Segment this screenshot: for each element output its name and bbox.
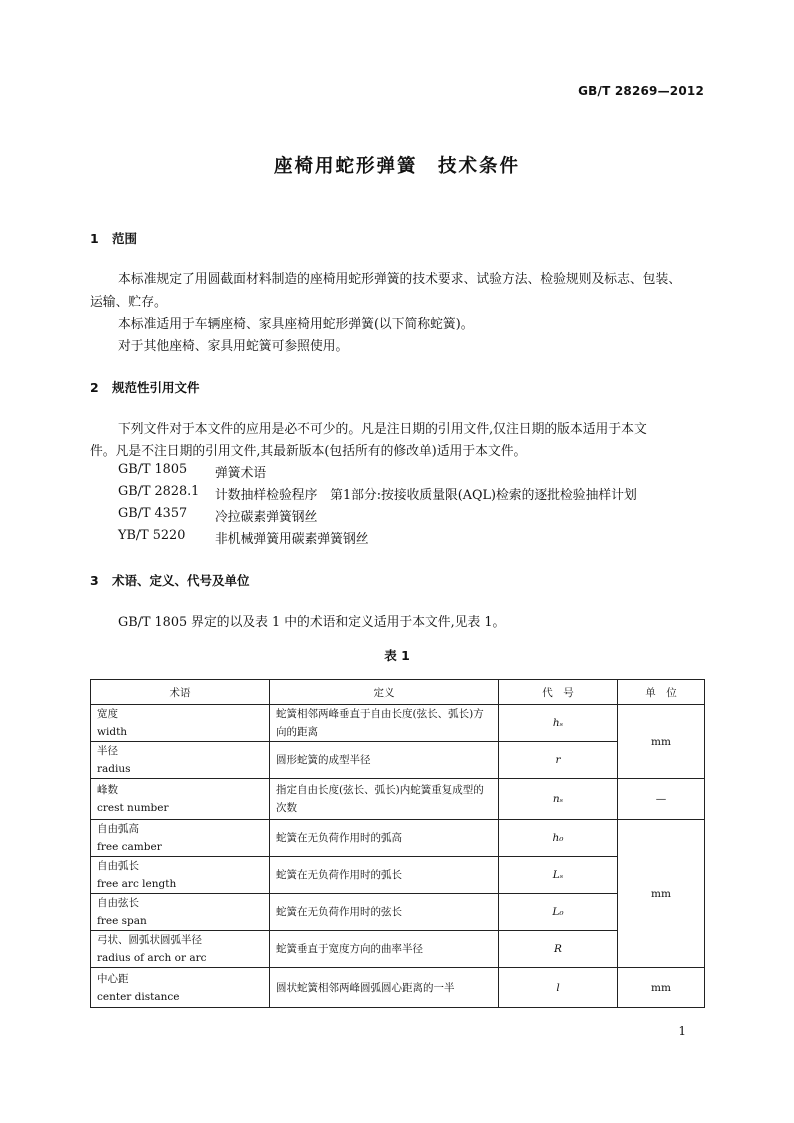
section-number: 3: [90, 573, 99, 588]
document-title: 座椅用蛇形弹簧 技术条件: [273, 156, 520, 177]
refs-para-line-2: 件。凡是不注日期的引用文件,其最新版本(包括所有的修改单)适用于本文件。: [90, 444, 527, 459]
ref-title: 计数抽样检验程序 第1部分:按接收质量限(AQL)检索的逐批检验抽样计划: [215, 488, 637, 503]
ref-code: GB/T 2828.1: [118, 484, 200, 499]
definition-cell: 圆形蛇簧的成型半径: [270, 742, 499, 779]
ref-code: YB/T 5220: [118, 528, 186, 543]
table-row: [91, 820, 705, 857]
definition-cell: 指定自由长度(弦长、弧长)内蛇簧重复成型的次数: [270, 779, 499, 820]
ref-title: 弹簧术语: [215, 466, 267, 481]
section-number: 2: [90, 380, 99, 395]
term-cell: [91, 705, 270, 742]
scope-para-2: 本标准适用于车辆座椅、家具座椅用蛇形弹簧(以下简称蛇簧)。: [118, 317, 474, 332]
term-cn: 半径: [97, 745, 118, 757]
term-cell: [91, 931, 270, 968]
table-row: [91, 931, 705, 968]
symbol-cell: hₛ: [499, 705, 618, 742]
definition-cell: 蛇簧垂直于宽度方向的曲率半径: [270, 931, 499, 968]
term-cell: [91, 779, 270, 820]
term-cn: 自由弧长: [97, 860, 139, 872]
term-cn: 峰数: [97, 784, 118, 796]
symbol-cell: l: [499, 968, 618, 1008]
symbol-cell: r: [499, 742, 618, 779]
term-cn: 自由弦长: [97, 897, 139, 909]
term-cell: [91, 820, 270, 857]
symbol-cell: h₀: [499, 820, 618, 857]
term-en: free span: [97, 915, 147, 927]
term-cn: 弓状、圆弧状圆弧半径: [97, 934, 202, 946]
section-title: 规范性引用文件: [112, 380, 200, 395]
standard-number: GB/T 28269—2012: [578, 84, 704, 98]
section-title: 范围: [112, 231, 138, 246]
term-en: radius of arch or arc: [97, 952, 207, 964]
section-2-heading: [90, 378, 200, 396]
terms-para: GB/T 1805 界定的以及表 1 中的术语和定义适用于本文件,见表 1。: [118, 615, 506, 630]
term-en: radius: [97, 763, 131, 775]
table-row: [91, 742, 705, 779]
unit-cell: mm: [618, 968, 705, 1008]
section-1-heading: [90, 229, 137, 247]
symbol-cell: L₀: [499, 894, 618, 931]
term-en: free camber: [97, 841, 162, 853]
section-title: 术语、定义、代号及单位: [112, 573, 250, 588]
ref-title: 非机械弹簧用碳素弹簧钢丝: [215, 532, 369, 547]
column-header: 定义: [270, 680, 499, 705]
section-number: 1: [90, 231, 99, 246]
definition-cell: 蛇簧在无负荷作用时的弧长: [270, 857, 499, 894]
table-caption: 表 1: [384, 648, 410, 663]
table-row: [91, 779, 705, 820]
table-header-row: [91, 680, 705, 705]
table-row: [91, 857, 705, 894]
term-cell: [91, 857, 270, 894]
definition-cell: 蛇簧在无负荷作用时的弧高: [270, 820, 499, 857]
term-cn: 宽度: [97, 708, 118, 720]
unit-cell: mm: [618, 705, 705, 779]
ref-code: GB/T 4357: [118, 506, 188, 521]
refs-para-line-1: 下列文件对于本文件的应用是必不可少的。凡是注日期的引用文件,仅注日期的版本适用于本文: [118, 422, 647, 437]
table-row: [91, 968, 705, 1008]
term-en: center distance: [97, 990, 180, 1003]
term-cell: [91, 968, 270, 1008]
scope-para-1-line-2: 运输、贮存。: [90, 295, 167, 310]
term-en: width: [97, 726, 128, 738]
column-header: 单 位: [618, 680, 705, 705]
term-cn: 自由弧高: [97, 823, 139, 835]
page-number: 1: [678, 1024, 686, 1038]
term-cell: [91, 742, 270, 779]
section-3-heading: [90, 571, 250, 589]
unit-cell: mm: [618, 820, 705, 968]
symbol-cell: nₛ: [499, 779, 618, 820]
term-en: free arc length: [97, 878, 177, 890]
term-cell: [91, 894, 270, 931]
column-header: 术语: [91, 680, 270, 705]
terms-table: [90, 679, 705, 1008]
term-en: crest number: [97, 802, 169, 814]
table-row: [91, 894, 705, 931]
symbol-cell: Lₛ: [499, 857, 618, 894]
unit-cell: —: [618, 779, 705, 820]
definition-cell: 圆状蛇簧相邻两峰圆弧圆心距离的一半: [270, 968, 499, 1008]
scope-para-3: 对于其他座椅、家具用蛇簧可参照使用。: [118, 339, 349, 354]
ref-title: 冷拉碳素弹簧钢丝: [215, 510, 318, 525]
term-cn: 中心距: [97, 972, 129, 985]
symbol-cell: R: [499, 931, 618, 968]
table-row: [91, 705, 705, 742]
definition-cell: 蛇簧相邻两峰垂直于自由长度(弦长、弧长)方向的距离: [270, 705, 499, 742]
column-header: 代 号: [499, 680, 618, 705]
scope-para-1-line-1: 本标准规定了用圆截面材料制造的座椅用蛇形弹簧的技术要求、试验方法、检验规则及标志、包装、: [118, 272, 682, 287]
ref-code: GB/T 1805: [118, 462, 188, 477]
definition-cell: 蛇簧在无负荷作用时的弦长: [270, 894, 499, 931]
